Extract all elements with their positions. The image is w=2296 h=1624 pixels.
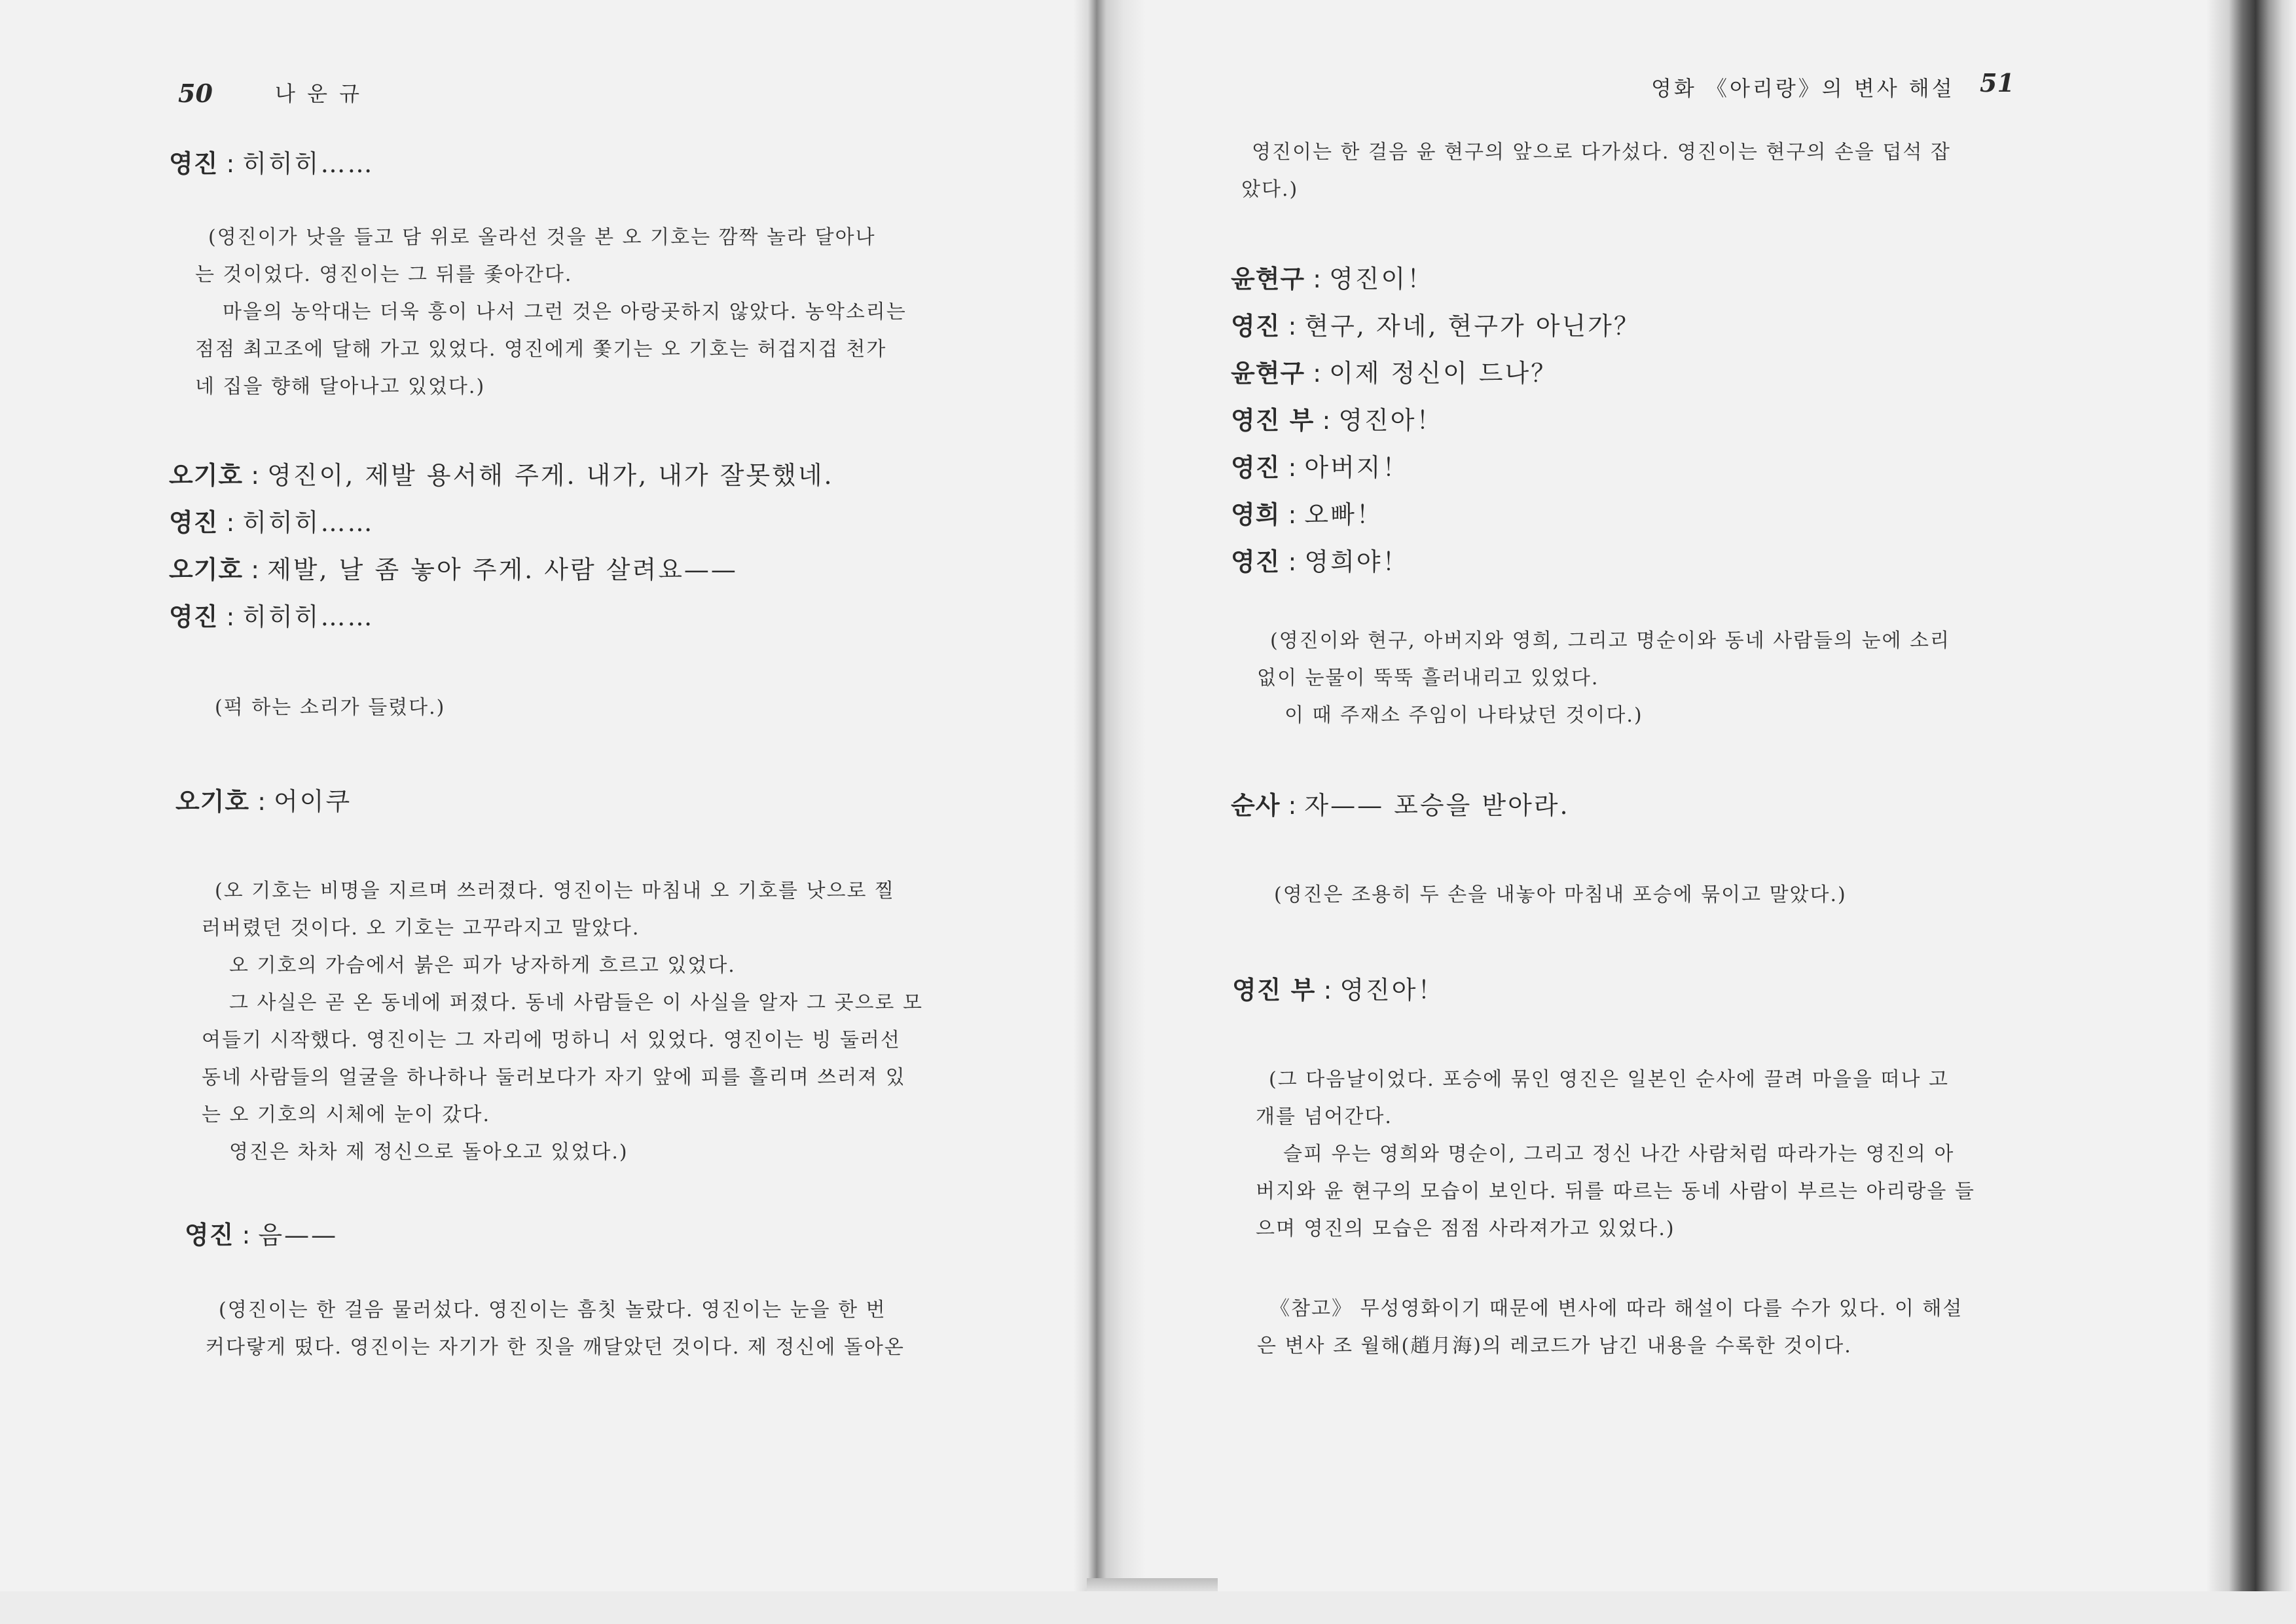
- direction-line: 슬피 우는 영희와 명순이, 그리고 정신 나간 사람처럼 따라가는 영진의 아: [1283, 1143, 1955, 1166]
- stage-direction: [206, 1291, 905, 1366]
- speaker-name: 영진: [1231, 547, 1281, 576]
- speaker-name: 영진: [169, 508, 219, 537]
- speaker-name: 영진: [169, 602, 219, 631]
- dialogue-text: 현구, 자네, 현구가 아닌가？: [1304, 312, 1641, 341]
- dialogue-line: 순사 : 자—— 포승을 받아라.: [1231, 791, 1570, 820]
- direction-line: (영진은 조용히 두 손을 내놓아 마침내 포승에 묶이고 말았다.): [1274, 883, 1847, 906]
- dialogue-text: 영진이, 제발 용서해 주게. 내가, 내가 잘못했네.: [267, 461, 834, 490]
- dialogue-text: 어이쿠: [274, 787, 352, 816]
- direction-line: 없이 눈물이 뚝뚝 흘러내리고 있었다.: [1257, 667, 1599, 690]
- direction-line: 버지와 윤 현구의 모습이 보인다. 뒤를 따르는 동네 사람이 부르는 아리랑을 들: [1256, 1180, 1975, 1203]
- dialogue-line: 영진 부 : 영진아！: [1231, 406, 1444, 435]
- direction-line: 점점 최고조에 달해 가고 있었다. 영진에게 쫓기는 오 기호는 허겁지겁 천가: [195, 338, 887, 361]
- stage-direction: [1274, 876, 1847, 913]
- page-number: 51: [1980, 68, 2014, 98]
- direction-line: 네 집을 향해 달아나고 있었다.): [195, 375, 486, 398]
- direction-line: 으며 영진의 모습은 점점 사라져가고 있었다.): [1256, 1217, 1675, 1240]
- dialogue-line: 오기호 : 영진이, 제발 용서해 주게. 내가, 내가 잘못했네.: [169, 461, 834, 490]
- direction-line: 마을의 농악대는 더욱 흥이 나서 그런 것은 아랑곳하지 않았다. 농악소리는: [223, 301, 907, 323]
- binding-shadow: [1074, 0, 1146, 1591]
- direction-line: 개를 넘어간다.: [1256, 1105, 1393, 1128]
- speaker-name: 윤현구: [1231, 265, 1305, 293]
- speaker-name: 영진: [169, 149, 219, 178]
- dialogue-text: 이제 정신이 드나？: [1329, 359, 1558, 388]
- direction-line: 았다.): [1241, 178, 1299, 201]
- direction-line: 는 것이었다. 영진이는 그 뒤를 좇아간다.: [195, 263, 573, 286]
- page-edge-shadow: [2206, 0, 2296, 1591]
- dialogue-text: 영희야！: [1304, 547, 1410, 576]
- dialogue-text: 자—— 포승을 받아라.: [1304, 791, 1570, 820]
- right-page: [1080, 0, 2296, 1624]
- speaker-name: 순사: [1231, 791, 1281, 820]
- dialogue-line: 영진 : 현구, 자네, 현구가 아닌가？: [1231, 312, 1641, 341]
- speaker-name: 영진: [1231, 453, 1281, 482]
- dialogue-text: 오빠！: [1304, 500, 1383, 529]
- dialogue-line: 윤현구 : 영진이！: [1231, 265, 1434, 293]
- stage-direction: [1257, 622, 1951, 734]
- note-line: 《참고》 무성영화이기 때문에 변사에 따라 해설이 다를 수가 있다. 이 해설: [1270, 1297, 1963, 1320]
- dialogue-group: [169, 452, 834, 640]
- direction-line: 영진은 차차 제 정신으로 돌아오고 있었다.): [229, 1141, 629, 1164]
- running-head: 나 운 규: [275, 81, 363, 106]
- speaker-name: 오기호: [169, 555, 244, 584]
- speaker-name: 윤현구: [1231, 359, 1305, 388]
- direction-line: (영진이는 한 걸음 물러섰다. 영진이는 흠칫 놀랐다. 영진이는 눈을 한 번: [219, 1299, 886, 1321]
- direction-line: 그 사실은 곧 온 동네에 퍼졌다. 동네 사람들은 이 사실을 알자 그 곳으로 모: [229, 991, 923, 1014]
- speaker-name: 오기호: [169, 461, 244, 490]
- dialogue-line: 윤현구 : 이제 정신이 드나？: [1231, 359, 1558, 388]
- dialogue-line: 영진 : 히히히……: [169, 149, 374, 178]
- dialogue-text: 영진아！: [1339, 976, 1445, 1005]
- dialogue-text: 히히히……: [242, 149, 374, 178]
- direction-line: 커다랗게 떴다. 영진이는 자기가 한 짓을 깨달았던 것이다. 제 정신에 돌아온: [206, 1336, 905, 1359]
- dialogue-text: 영진이！: [1329, 265, 1434, 293]
- stage-direction: [215, 689, 445, 726]
- dialogue-line: 영진 : 영희야！: [1231, 547, 1410, 576]
- dialogue-line: 영진 : 히히히……: [169, 508, 374, 537]
- dialogue-line: 영진 : 음——: [185, 1221, 338, 1249]
- dialogue-line: 영희 : 오빠！: [1231, 500, 1383, 529]
- direction-line: 는 오 기호의 시체에 눈이 갔다.: [202, 1103, 490, 1126]
- dialogue-line: 영진 부 : 영진아！: [1232, 976, 1445, 1005]
- direction-line: (영진이가 낫을 들고 담 위로 올라선 것을 본 오 기호는 깜짝 놀라 달아나: [208, 226, 876, 249]
- direction-line: 오 기호의 가슴에서 붉은 피가 낭자하게 흐르고 있었다.: [229, 954, 736, 977]
- dialogue-line: 영진 : 아버지！: [1231, 453, 1410, 482]
- speaker-name: 영진: [1231, 312, 1281, 341]
- reference-note: [1257, 1290, 1963, 1365]
- direction-line: 러버렸던 것이다. 오 기호는 고꾸라지고 말았다.: [202, 917, 640, 940]
- stage-direction: [202, 872, 923, 1171]
- speaker-name: 영진 부: [1231, 406, 1315, 435]
- direction-line: 영진이는 한 걸음 윤 현구의 앞으로 다가섰다. 영진이는 현구의 손을 덥석 잡: [1252, 141, 1951, 164]
- direction-line: (퍽 하는 소리가 들렸다.): [215, 696, 446, 719]
- dialogue-line: 영진 : 히히히……: [169, 602, 374, 631]
- dialogue-text: 음——: [258, 1221, 338, 1249]
- page-number: 50: [178, 79, 213, 108]
- direction-line: (영진이와 현구, 아버지와 영희, 그리고 명순이와 동네 사람들의 눈에 소리: [1270, 629, 1951, 652]
- speaker-name: 오기호: [175, 787, 250, 816]
- direction-line: (그 다음날이었다. 포승에 묶인 영진은 일본인 순사에 끌려 마을을 떠나 고: [1269, 1068, 1950, 1091]
- dialogue-line: 오기호 : 제발, 날 좀 놓아 주게. 사람 살려요——: [169, 555, 738, 584]
- dialogue-line: 오기호 : 어이쿠: [175, 787, 352, 816]
- direction-line: 이 때 주재소 주임이 나타났던 것이다.): [1285, 704, 1643, 727]
- note-line: 은 변사 조 월해(趙月海)의 레코드가 남긴 내용을 수록한 것이다.: [1257, 1335, 1852, 1357]
- stage-direction: [195, 219, 907, 405]
- dialogue-text: 아버지！: [1304, 453, 1410, 482]
- direction-line: (오 기호는 비명을 지르며 쓰러졌다. 영진이는 마침내 오 기호를 낫으로 찔: [215, 879, 896, 902]
- stage-direction: [1256, 1061, 1975, 1247]
- dialogue-text: 히히히……: [242, 602, 374, 631]
- dialogue-text: 히히히……: [242, 508, 374, 537]
- stage-direction: [1241, 134, 1951, 208]
- speaker-name: 영진: [185, 1221, 234, 1249]
- left-page: [0, 0, 1080, 1624]
- dialogue-text: 영진아！: [1338, 406, 1444, 435]
- speaker-name: 영진 부: [1232, 976, 1316, 1005]
- speaker-name: 영희: [1231, 500, 1281, 529]
- dialogue-group: [1231, 255, 1641, 585]
- direction-line: 여들기 시작했다. 영진이는 그 자리에 멍하니 서 있었다. 영진이는 빙 둘러선: [202, 1029, 901, 1052]
- dialogue-text: 제발, 날 좀 놓아 주게. 사람 살려요——: [267, 555, 738, 584]
- running-head: 영화 《아리랑》의 변사 해설: [1651, 76, 1955, 101]
- scan-bottom-margin: [0, 1591, 2296, 1624]
- direction-line: 동네 사람들의 얼굴을 하나하나 둘러보다가 자기 앞에 피를 흘리며 쓰러져 있: [202, 1066, 906, 1089]
